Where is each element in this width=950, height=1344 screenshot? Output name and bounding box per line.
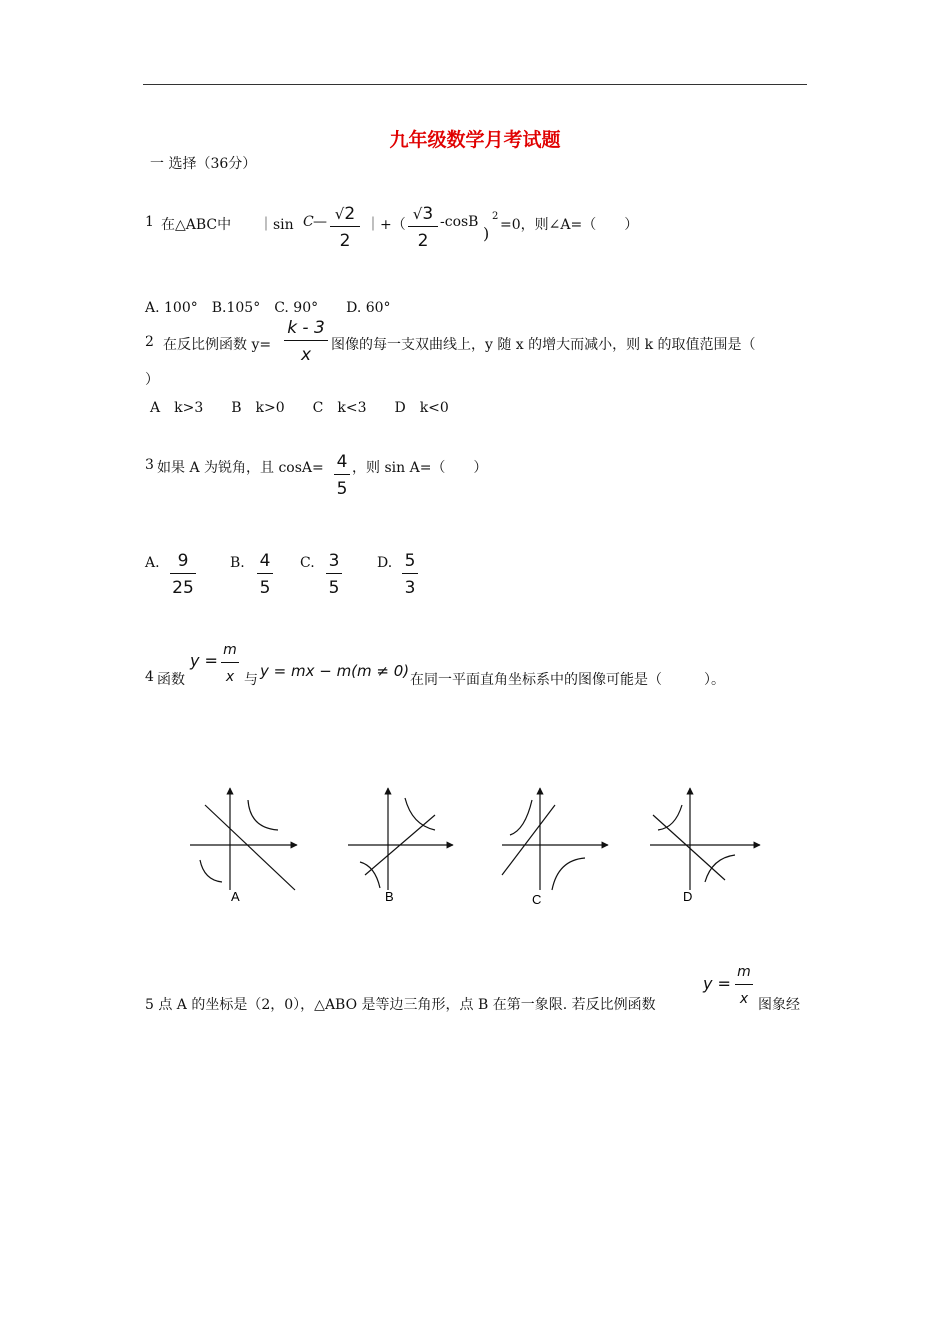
q5-y-eq: y = (703, 974, 731, 993)
q3-opt-d-frac (402, 551, 418, 598)
q1-minus: — (313, 214, 327, 230)
q3-opt-a-frac (170, 551, 196, 598)
q3-opt-c-num: 3 (328, 551, 340, 571)
q3-opt-d-den: 3 (404, 578, 416, 598)
q1-tail: =0，则∠A=（ ） (500, 217, 639, 233)
q1-den-2a: 2 (339, 231, 351, 251)
q3-opt-c-den: 5 (328, 578, 340, 598)
q3-opt-b-frac (257, 551, 273, 598)
q1-c: C (303, 214, 314, 230)
q1-plus: +（ (380, 217, 406, 233)
header-rule (143, 84, 807, 85)
q3-opt-a-den: 25 (172, 578, 194, 598)
q3-opt-b-den: 5 (259, 578, 271, 598)
q1-sqrt3: 3 (422, 204, 434, 224)
q3-frac (334, 452, 350, 499)
q1-square: 2 (492, 211, 499, 222)
q4-x: x (225, 669, 235, 685)
q1-cosb: -cosB (440, 214, 479, 230)
q4-mid: 与 (244, 672, 258, 688)
q2-text: 图像的每一支双曲线上，y 随 x 的增大而减小，则 k 的取值范围是（ (331, 337, 756, 353)
q1-abs-open: ｜sin (259, 217, 294, 233)
q3-opt-b: B. (230, 555, 245, 571)
q3-opt-a: A. (145, 555, 160, 571)
section-heading: 一 选择（36分） (150, 156, 257, 172)
q5-x: x (739, 991, 749, 1007)
q4-expr: y = mx − m(m ≠ 0) (260, 662, 410, 680)
q5-m: m (737, 964, 751, 980)
q4-tail: 在同一平面直角坐标系中的图像可能是（ ）。 (410, 672, 725, 688)
graph-d (650, 788, 760, 890)
q2-number: 2 (145, 334, 154, 350)
q2-cont: ） (145, 372, 159, 388)
graph-b (348, 788, 453, 890)
graph-a (190, 788, 297, 890)
q4-m: m (223, 642, 237, 658)
graph-label-b: B (385, 889, 394, 904)
q1-den-2b: 2 (417, 231, 429, 251)
q5-frac (735, 962, 753, 1009)
q2-pre: 在反比例函数 y= (163, 337, 272, 353)
q1-abs-close: ｜ (366, 217, 380, 233)
q1-number: 1 (145, 214, 154, 230)
q3-opt-c: C. (300, 555, 315, 571)
graph-c (502, 788, 608, 890)
q1-frac-sqrt2: √2 2 (330, 204, 360, 251)
q3-opt-c-frac (326, 551, 342, 598)
q1-sqrt2: 2 (344, 204, 356, 224)
q3-tail: ，则 sin A=（ ） (352, 460, 488, 476)
q5-text: 5 点 A 的坐标是（2，0），△ABO 是等边三角形，点 B 在第一象限. 若反比例函数 (145, 997, 656, 1013)
q3-number: 3 (145, 457, 154, 473)
q5-tail: 图象经 (758, 997, 800, 1013)
graph-label-d: D (683, 889, 693, 904)
q1-frac-sqrt3: √3 2 (408, 204, 438, 251)
q3-pre: 如果 A 为锐角，且 cosA= (157, 460, 324, 476)
q3-opt-d-num: 5 (404, 551, 416, 571)
q3-frac-num: 4 (336, 452, 348, 472)
q3-frac-den: 5 (336, 479, 348, 499)
q1-options: A. 100° B.105° C. 90° D. 60° (145, 300, 391, 316)
q3-opt-d: D. (377, 555, 393, 571)
q1-pre: 在△ABC中 (161, 217, 232, 233)
graph-label-c: C (532, 892, 542, 907)
q3-opt-b-num: 4 (259, 551, 271, 571)
q3-opt-a-num: 9 (177, 551, 189, 571)
q4-graphs (180, 780, 780, 920)
q2-frac-den: x (300, 345, 312, 365)
q4-number: 4 (145, 669, 154, 685)
q4-pre: 函数 (157, 672, 185, 688)
q4-y-eq: y = (190, 651, 218, 670)
graph-label-a: A (231, 889, 240, 904)
page-title: 九年级数学月考试题 (389, 129, 561, 151)
q1-paren: ) (483, 224, 490, 243)
q2-frac-num: k - 3 (287, 318, 325, 338)
q4-frac (221, 640, 239, 687)
q2-options: A k>3 B k>0 C k<3 D k<0 (150, 400, 449, 416)
q2-frac (284, 318, 328, 365)
